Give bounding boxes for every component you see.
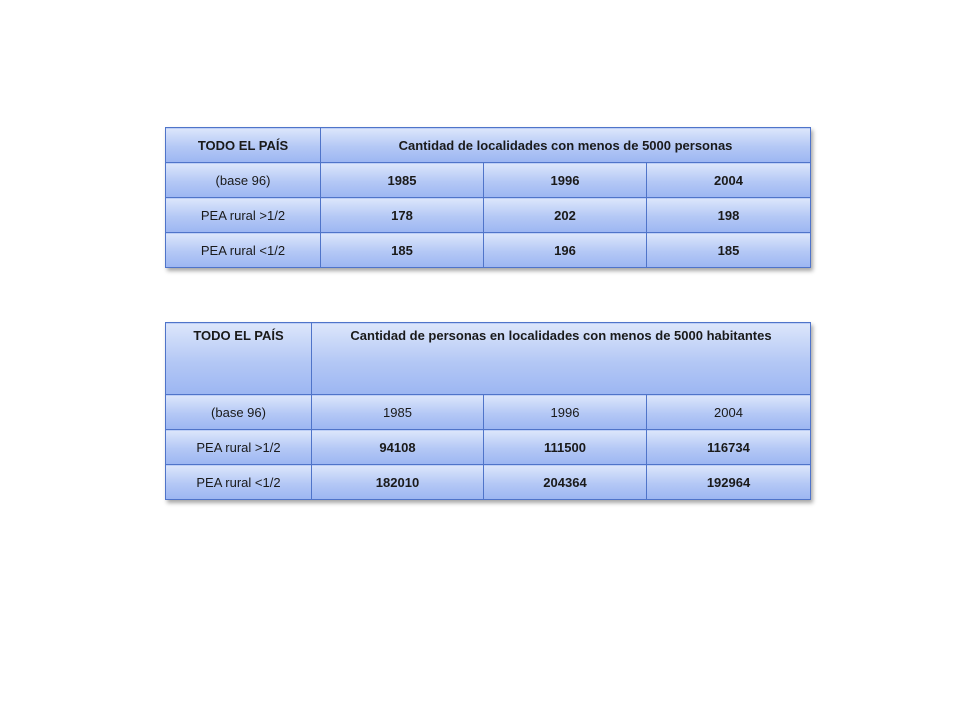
table-corner-cell: TODO EL PAÍS <box>166 128 321 163</box>
table-year-row <box>166 395 811 430</box>
value-cell: 116734 <box>647 430 811 465</box>
value-cell: 94108 <box>312 430 484 465</box>
table-row <box>166 233 811 268</box>
value-cell: 198 <box>647 198 811 233</box>
year-cell: 1985 <box>321 163 484 198</box>
row-label-cell: PEA rural >1/2 <box>166 198 321 233</box>
table-title-cell: Cantidad de personas en localidades con menos de 5000 habitantes <box>312 323 811 395</box>
value-cell: 111500 <box>484 430 647 465</box>
year-cell: 2004 <box>647 395 811 430</box>
value-cell: 185 <box>321 233 484 268</box>
row-label-cell: PEA rural >1/2 <box>166 430 312 465</box>
table-header-row <box>166 128 811 163</box>
year-cell: 2004 <box>647 163 811 198</box>
table-row <box>166 465 811 500</box>
value-cell: 204364 <box>484 465 647 500</box>
row-label-cell: PEA rural <1/2 <box>166 465 312 500</box>
year-cell: 1985 <box>312 395 484 430</box>
table-corner-cell: TODO EL PAÍS <box>166 323 312 395</box>
table-row <box>166 198 811 233</box>
year-cell: 1996 <box>484 163 647 198</box>
value-cell: 185 <box>647 233 811 268</box>
base-label-cell: (base 96) <box>166 163 321 198</box>
table-header-row <box>166 323 811 395</box>
personas-table <box>165 322 811 500</box>
table-row <box>166 430 811 465</box>
table-title-cell: Cantidad de localidades con menos de 5000 personas <box>321 128 811 163</box>
value-cell: 182010 <box>312 465 484 500</box>
value-cell: 202 <box>484 198 647 233</box>
row-label-cell: PEA rural <1/2 <box>166 233 321 268</box>
value-cell: 196 <box>484 233 647 268</box>
value-cell: 178 <box>321 198 484 233</box>
value-cell: 192964 <box>647 465 811 500</box>
year-cell: 1996 <box>484 395 647 430</box>
base-label-cell: (base 96) <box>166 395 312 430</box>
localidades-table <box>165 127 811 268</box>
table-year-row <box>166 163 811 198</box>
